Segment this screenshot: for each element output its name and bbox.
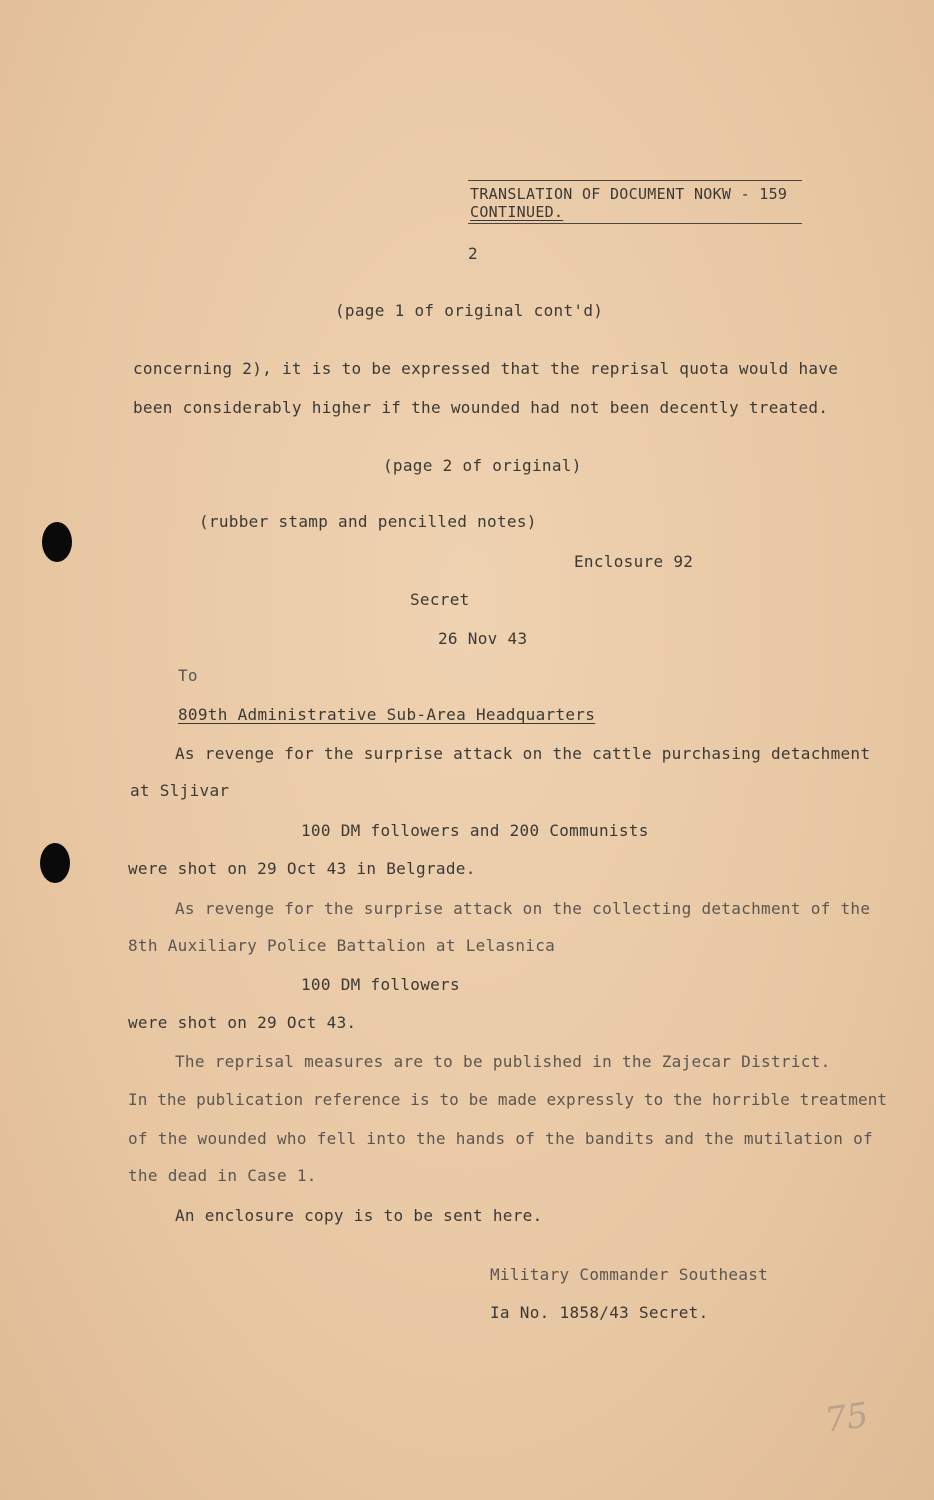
- para4-line4: the dead in Case 1.: [128, 1166, 317, 1185]
- para2-line1: As revenge for the surprise attack on the cattle purchasing detachment: [175, 744, 871, 763]
- para2-count: 100 DM followers and 200 Communists: [301, 821, 649, 840]
- punch-hole-bottom: [40, 843, 70, 883]
- para3-line3: were shot on 29 Oct 43.: [128, 1013, 357, 1032]
- pencil-page-mark: 75: [822, 1395, 871, 1441]
- signature-line1: Military Commander Southeast: [490, 1265, 769, 1284]
- para1-line2: been considerably higher if the wounded had not been decently treated.: [133, 398, 829, 417]
- header-continued: CONTINUED.: [470, 203, 564, 221]
- document-date: 26 Nov 43: [438, 629, 528, 648]
- para1-line1: concerning 2), it is to be expressed that the reprisal quota would have: [133, 359, 839, 378]
- document-header: [468, 180, 802, 224]
- note-stamp: (rubber stamp and pencilled notes): [199, 512, 537, 531]
- header-title: TRANSLATION OF DOCUMENT NOKW - 159: [470, 185, 788, 203]
- classification: Secret: [410, 590, 470, 609]
- page-number: 2: [468, 244, 478, 263]
- para2-line3: were shot on 29 Oct 43 in Belgrade.: [128, 859, 476, 878]
- enclosure-label: Enclosure 92: [574, 552, 694, 571]
- para5: An enclosure copy is to be sent here.: [175, 1206, 543, 1225]
- recipient: 809th Administrative Sub-Area Headquarters: [178, 705, 596, 724]
- note-page2: (page 2 of original): [383, 456, 582, 475]
- para3-line2: 8th Auxiliary Police Battalion at Lelasnica: [128, 936, 556, 955]
- para2-line2: at Sljivar: [130, 781, 230, 800]
- para3-line1: As revenge for the surprise attack on the collecting detachment of the: [175, 899, 871, 918]
- to-label: To: [178, 666, 198, 685]
- para4-line2: In the publication reference is to be made expressly to the horrible treatment: [128, 1090, 888, 1109]
- signature-line2: Ia No. 1858/43 Secret.: [490, 1303, 709, 1322]
- para3-count: 100 DM followers: [301, 975, 460, 994]
- note-page1: (page 1 of original cont'd): [335, 301, 604, 320]
- para4-line3: of the wounded who fell into the hands of the bandits and the mutilation of: [128, 1129, 873, 1148]
- punch-hole-top: [42, 522, 72, 562]
- para4-line1: The reprisal measures are to be published in the Zajecar District.: [175, 1052, 831, 1071]
